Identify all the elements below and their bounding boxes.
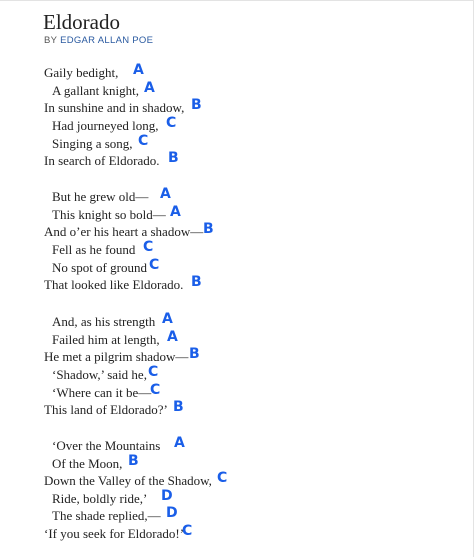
rhyme-mark: C [143,239,154,255]
rhyme-mark: B [189,346,200,362]
rhyme-mark: B [173,399,184,415]
rhyme-mark: D [166,505,178,521]
rhyme-mark: C [149,257,160,273]
rhyme-mark: B [128,453,139,469]
rhyme-mark: C [166,115,177,131]
line-text: But he grew old— [52,189,149,204]
rhyme-mark: B [203,221,214,237]
rhyme-mark: C [150,382,161,398]
rhyme-mark: A [160,186,171,202]
rhyme-mark: C [217,470,228,486]
rhyme-mark: C [138,133,149,149]
rhyme-mark: A [144,80,155,96]
line-text: ‘Shadow,’ said he, [52,367,147,382]
rhyme-mark: A [162,311,173,327]
rhyme-mark: B [191,97,202,113]
line-text: That looked like Eldorado. [44,277,184,292]
line-text: A gallant knight, [52,83,140,98]
rhyme-mark: D [161,488,173,504]
rhyme-mark: B [168,150,179,166]
line-text: In sunshine and in shadow, [44,100,185,115]
line-text: ‘Where can it be— [52,385,152,400]
line-text: Failed him at length, [52,332,160,347]
rhyme-mark: A [174,435,185,451]
rhyme-mark: B [191,274,202,290]
line-text: The shade replied,— [52,508,161,523]
byline [44,35,153,46]
rhyme-mark: C [148,364,159,380]
line-text: No spot of ground [52,260,147,275]
rhyme-mark: C [182,523,193,539]
line-text: And, as his strength [52,314,156,329]
line-text: He met a pilgrim shadow— [44,349,189,364]
line-text: Gaily bedight, [44,65,119,80]
line-text: And o’er his heart a shadow— [44,224,204,239]
poem-title: Eldorado [43,10,120,34]
line-text: ‘If you seek for Eldorado!’ [44,526,185,541]
rhyme-mark: A [167,329,178,345]
line-text: ‘Over the Mountains [52,438,161,453]
rhyme-mark: A [170,204,181,220]
line-text: Fell as he found [52,242,136,257]
rhyme-mark: A [133,62,144,78]
line-text: Ride, boldly ride,’ [52,491,148,506]
author-link[interactable]: EDGAR ALLAN POE [60,35,154,46]
line-text: This land of Eldorado?’ [44,402,168,417]
line-text: Down the Valley of the Shadow, [44,473,212,488]
line-text: Of the Moon, [52,456,123,471]
line-text: This knight so bold— [52,207,166,222]
line-text: In search of Eldorado. [44,153,160,168]
line-text: Had journeyed long, [52,118,159,133]
byline-prefix: BY [44,35,58,46]
line-text: Singing a song, [52,136,133,151]
